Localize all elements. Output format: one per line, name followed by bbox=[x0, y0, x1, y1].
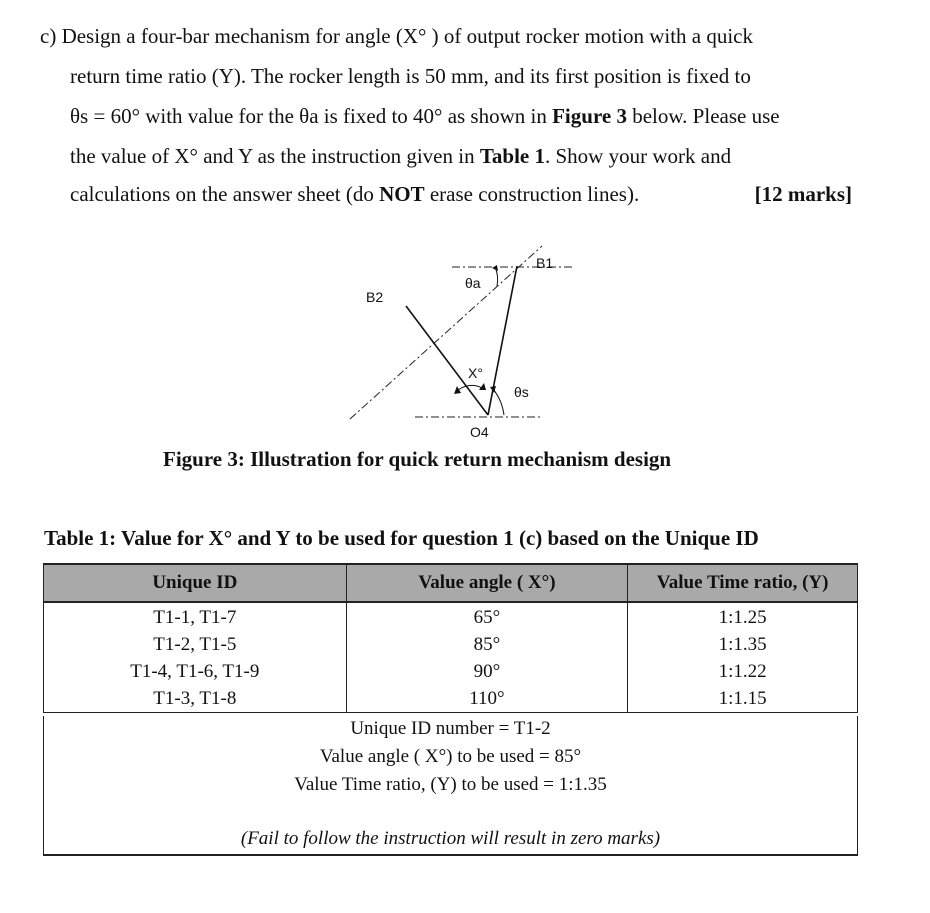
x-angle-arrowhead-left bbox=[454, 386, 461, 394]
table-row bbox=[44, 658, 858, 685]
label-o4: O4 bbox=[470, 424, 489, 440]
table-row bbox=[44, 685, 858, 713]
theta-s-arc bbox=[493, 389, 504, 415]
summary-warning-note: (Fail to follow the instruction will result in zero marks) bbox=[240, 828, 661, 849]
header-value-angle: Value angle ( X°) bbox=[346, 564, 628, 602]
label-b1: B1 bbox=[536, 255, 554, 271]
cell-unique-id: T1-3, T1-8 bbox=[44, 685, 347, 713]
mechanism-figure bbox=[330, 238, 570, 448]
cell-angle: 85° bbox=[346, 631, 628, 658]
cell-ratio: 1:1.15 bbox=[628, 685, 858, 713]
cell-ratio: 1:1.22 bbox=[628, 658, 858, 685]
header-time-ratio: Value Time ratio, (Y) bbox=[628, 564, 858, 602]
mechanism-diagram bbox=[330, 238, 570, 448]
figure-reference: Figure 3 bbox=[552, 104, 627, 128]
cell-angle: 65° bbox=[346, 602, 628, 631]
question-line-2: return time ratio (Y). The rocker length is 50 mm, and its first position is fixed to bbox=[70, 64, 751, 88]
summary-box bbox=[43, 716, 858, 856]
figure-caption: Figure 3: Illustration for quick return mechanism design bbox=[163, 447, 672, 471]
table-row bbox=[44, 631, 858, 658]
cell-unique-id: T1-1, T1-7 bbox=[44, 602, 347, 631]
x-angle-arc bbox=[458, 385, 482, 390]
rocker-b1 bbox=[488, 266, 517, 415]
theta-a-arrowhead bbox=[492, 265, 498, 271]
summary-angle: Value angle ( X°) to be used = 85° bbox=[319, 746, 582, 767]
cell-angle: 90° bbox=[346, 658, 628, 685]
rocker-b2 bbox=[406, 306, 488, 415]
cell-unique-id: T1-4, T1-6, T1-9 bbox=[44, 658, 347, 685]
header-unique-id: Unique ID bbox=[44, 564, 347, 602]
label-b2: B2 bbox=[366, 289, 384, 305]
x-angle-arrowhead-right bbox=[479, 383, 486, 390]
summary-unique-id: Unique ID number = T1-2 bbox=[350, 718, 551, 739]
table-header-row bbox=[44, 564, 858, 602]
table-reference: Table 1 bbox=[479, 144, 545, 168]
not-emphasis: NOT bbox=[379, 182, 425, 206]
question-line-3: θs = 60° with value for the θa is fixed to 40° as shown in Figure 3 below. Please use bbox=[70, 104, 780, 128]
label-theta-a: θa bbox=[465, 275, 481, 291]
question-line-1: c) Design a four-bar mechanism for angle (X° ) of output rocker motion with a quick bbox=[40, 24, 754, 48]
value-table bbox=[43, 563, 858, 713]
cell-angle: 110° bbox=[346, 685, 628, 713]
table-row bbox=[44, 602, 858, 631]
summary-ratio: Value Time ratio, (Y) to be used = 1:1.35 bbox=[294, 774, 607, 795]
question-line-5: calculations on the answer sheet (do NOT erase construction lines). bbox=[70, 182, 640, 206]
cell-ratio: 1:1.35 bbox=[628, 631, 858, 658]
cell-unique-id: T1-2, T1-5 bbox=[44, 631, 347, 658]
table-title: Table 1: Value for X° and Y to be used for question 1 (c) based on the Unique ID bbox=[44, 526, 759, 550]
label-theta-s: θs bbox=[514, 384, 529, 400]
marks-label: [12 marks] bbox=[754, 182, 852, 206]
question-line-4: the value of X° and Y as the instruction given in Table 1. Show your work and bbox=[70, 144, 732, 168]
label-x-angle: X° bbox=[468, 365, 483, 381]
cell-ratio: 1:1.25 bbox=[628, 602, 858, 631]
